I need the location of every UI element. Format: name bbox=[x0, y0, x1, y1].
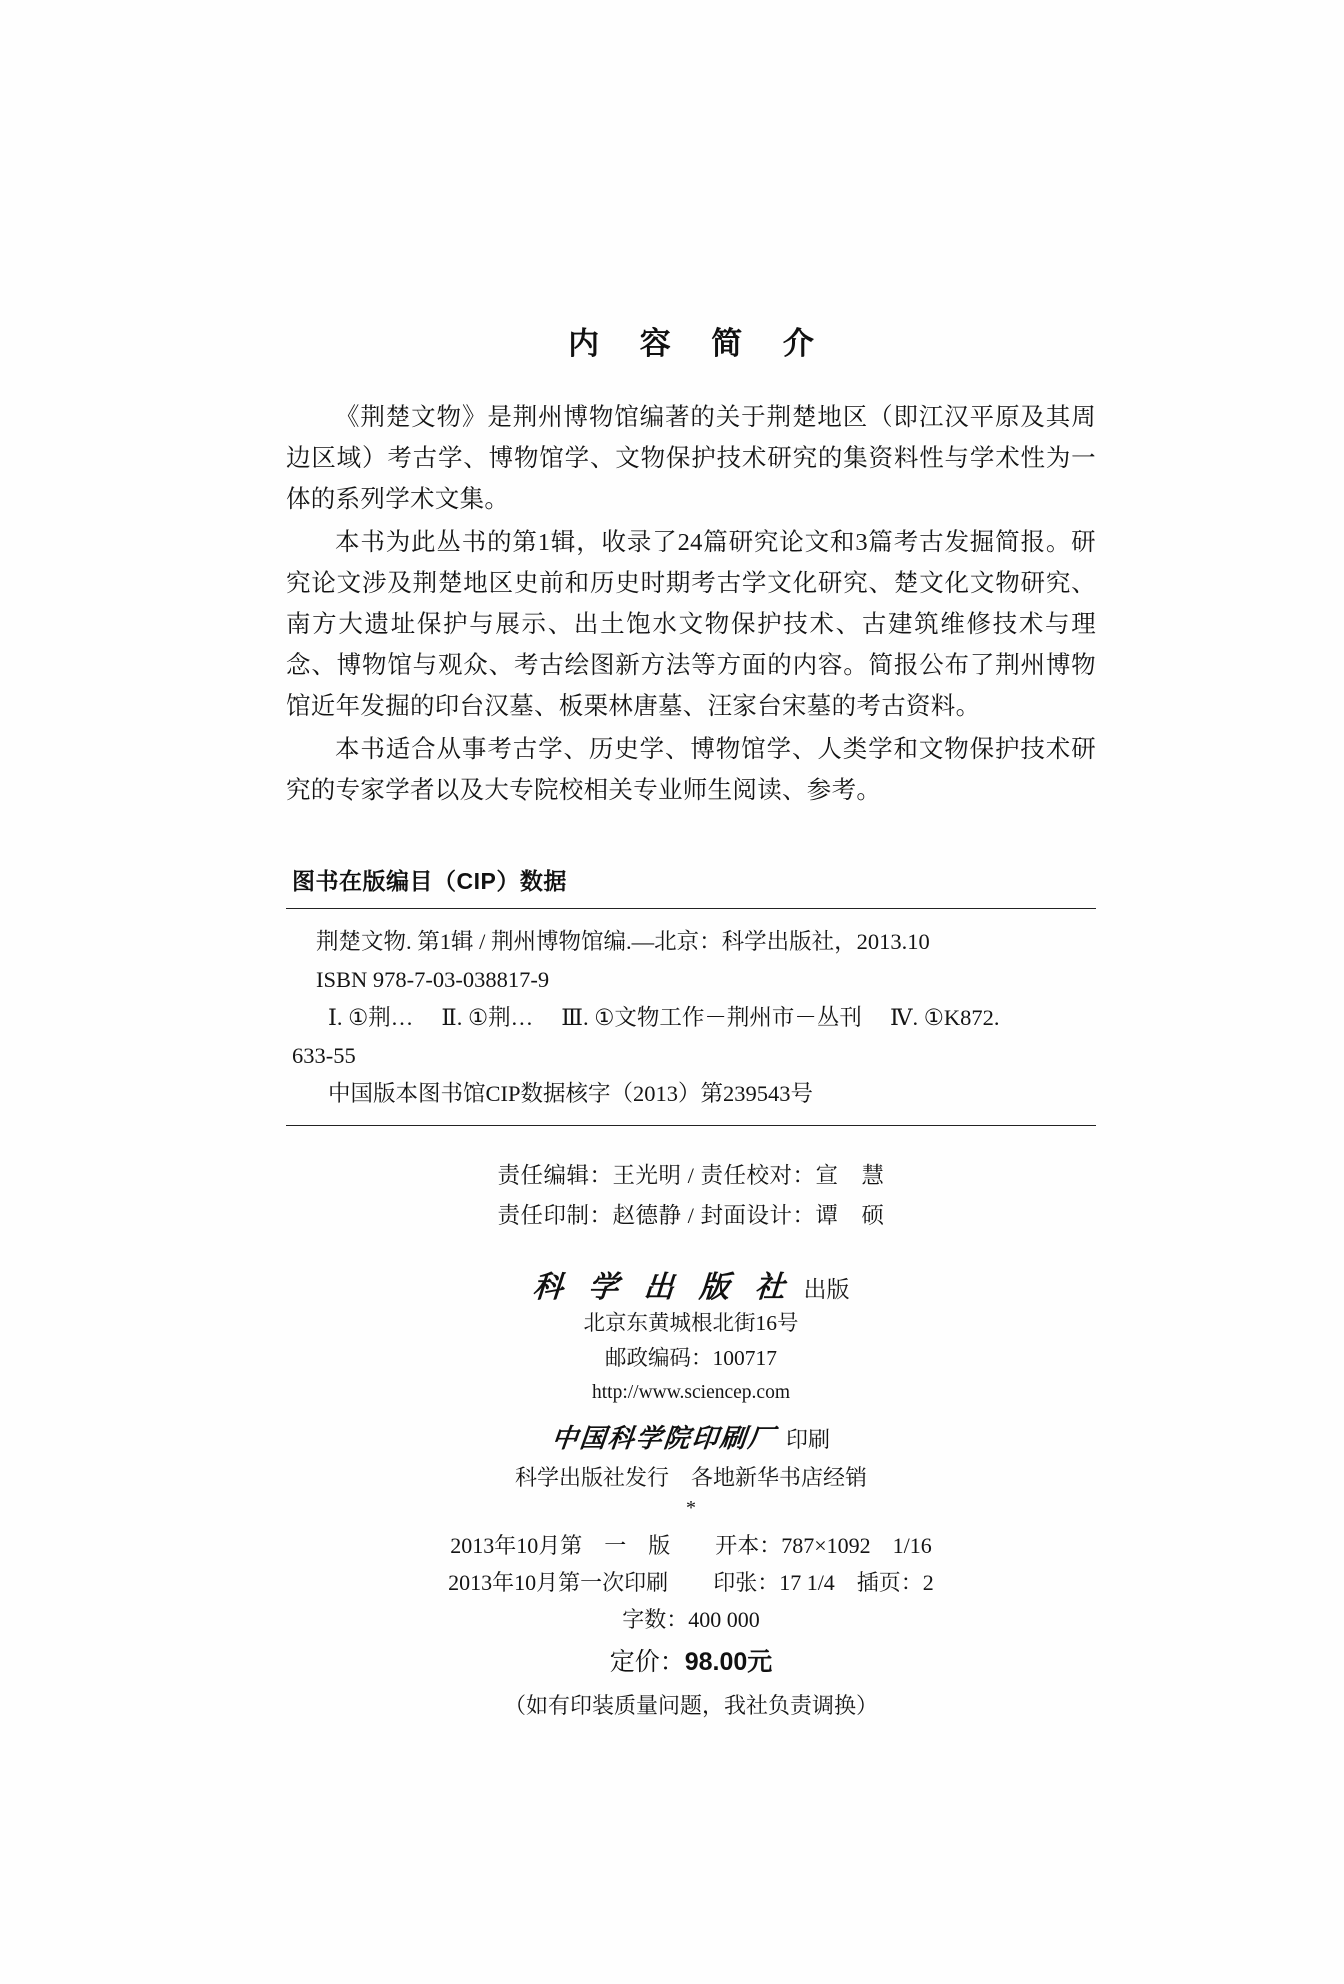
exchange-note: （如有印装质量问题，我社负责调换） bbox=[503, 1693, 878, 1718]
cip-block bbox=[286, 863, 1096, 1126]
imprint-row-edition bbox=[286, 1527, 1096, 1564]
cip-body bbox=[286, 909, 1096, 1125]
imprint-row-printing bbox=[286, 1564, 1096, 1601]
book-description bbox=[286, 397, 1096, 811]
publisher-website: http://www.sciencep.com bbox=[591, 1382, 791, 1403]
publisher-name-row bbox=[286, 1262, 1096, 1306]
copyright-page-content bbox=[286, 318, 1096, 1727]
publisher-block bbox=[286, 1262, 1096, 1519]
cip-classification-line-2: 633-55 bbox=[292, 1043, 356, 1068]
printer-suffix: 印刷 bbox=[786, 1427, 831, 1452]
description-paragraph-3: 本书适合从事考古学、历史学、博物馆学、人类学和文物保护技术研究的专家学者以及大专院校相关专业师生阅读、参考。 bbox=[286, 736, 1096, 804]
cip-bottom-divider bbox=[286, 1125, 1096, 1126]
edition-date: 2013年10月第 一 版 bbox=[450, 1533, 671, 1558]
publisher-address: 北京东黄城根北街16号 bbox=[583, 1311, 799, 1335]
format-label: 开本：787×1092 1/16 bbox=[715, 1533, 932, 1558]
cip-entry: 荆楚文物. 第1辑 / 荆州博物馆编.—北京：科学出版社，2013.10 bbox=[316, 929, 930, 954]
imprint-details bbox=[286, 1527, 1096, 1727]
sheets-label: 印张：17 1/4 插页：2 bbox=[713, 1570, 934, 1595]
description-paragraph-1: 《荆楚文物》是荆州博物馆编著的关于荆楚地区（即江汉平原及其周边区域）考古学、博物馆学、文物保护技术研究的集资料性与学术性为一体的系列学术文集。 bbox=[286, 404, 1096, 513]
description-paragraph-2: 本书为此丛书的第1辑，收录了24篇研究论文和3篇考古发掘简报。研究论文涉及荆楚地区史前和历史时期考古学文化研究、楚文化文物研究、南方大遗址保护与展示、出土饱水文物保护技术、古建筑维修技术与理念、博物馆与观众、考古绘图新方法等方面的内容。简报公布了荆州博物馆近年发掘的印台汉墓、板栗林唐墓、汪家台宋墓的考古资料。 bbox=[286, 529, 1096, 720]
credits-line-production: 责任印制：赵德静 / 封面设计：谭 硕 bbox=[497, 1203, 885, 1228]
print-date: 2013年10月第一次印刷 bbox=[448, 1570, 669, 1595]
price-row bbox=[286, 1640, 1096, 1685]
cip-number: 中国版本图书馆CIP数据核字（2013）第239543号 bbox=[328, 1081, 814, 1106]
price-value: 98.00元 bbox=[684, 1648, 773, 1676]
credits-line-editor: 责任编辑：王光明 / 责任校对：宣 慧 bbox=[497, 1163, 885, 1188]
printer-logo: 中国科学院印刷厂 bbox=[550, 1424, 778, 1453]
distribution-line: 科学出版社发行 各地新华书店经销 bbox=[514, 1465, 867, 1490]
cip-title: 图书在版编目（CIP）数据 bbox=[292, 868, 567, 894]
staff-credits bbox=[286, 1156, 1096, 1236]
page-title: 内 容 简 介 bbox=[568, 326, 830, 361]
publisher-postcode: 邮政编码：100717 bbox=[604, 1346, 777, 1370]
imprint-row-wordcount bbox=[286, 1601, 1096, 1638]
word-count: 字数：400 000 bbox=[622, 1607, 760, 1632]
cip-classification-line-1: Ⅰ. ①荆… Ⅱ. ①荆… Ⅲ. ①文物工作－荆州市－丛刊 Ⅳ. ①K872. bbox=[328, 1005, 1000, 1030]
price-label: 定价： bbox=[609, 1649, 685, 1676]
publisher-suffix: 出版 bbox=[803, 1277, 850, 1302]
printer-row bbox=[286, 1418, 1096, 1455]
asterisk-divider: * bbox=[686, 1497, 696, 1519]
cip-isbn: ISBN 978-7-03-038817-9 bbox=[316, 967, 550, 992]
publisher-logo: 科 学 出 版 社 bbox=[531, 1271, 795, 1304]
